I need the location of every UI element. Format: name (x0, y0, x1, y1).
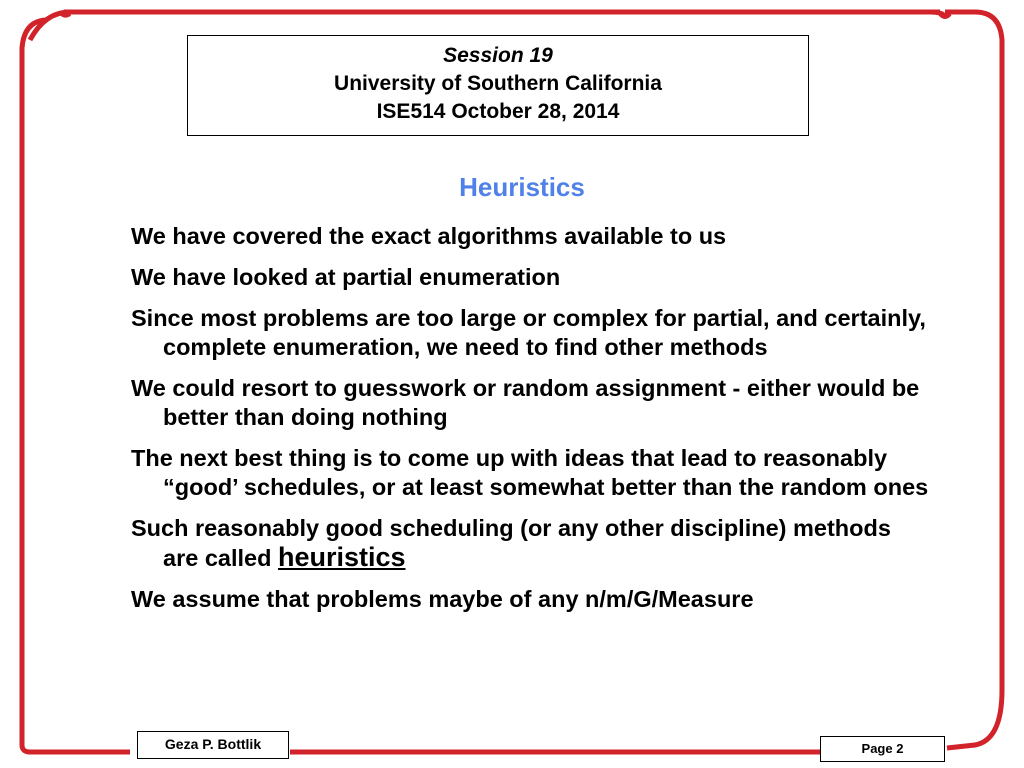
bullet-item: The next best thing is to come up with ideas that lead to reasonably “good’ schedules, or at least somewhat better than the random ones (131, 445, 929, 500)
bullet-item: We assume that problems maybe of any n/m/G/Measure (131, 586, 754, 612)
heuristics-emphasis: heuristics (277, 542, 406, 572)
course-date: ISE514 October 28, 2014 (376, 100, 620, 123)
slide-title: Heuristics (459, 172, 585, 202)
session-number: Session 19 (443, 44, 553, 67)
university-name: University of Southern California (334, 72, 662, 95)
bullet-list (131, 222, 931, 626)
bullet-item: We have covered the exact algorithms available to us (131, 223, 727, 249)
bullet-item-heuristics (131, 514, 931, 573)
session-header (187, 35, 809, 136)
bullet-text: Such reasonably good scheduling (or any other discipline) methods are called (131, 515, 891, 571)
bullet-item: Since most problems are too large or complex for partial, and certainly, complete enumeration, we need to find other methods (131, 305, 926, 360)
bullet-item: We could resort to guesswork or random assignment - either would be better than doing nothing (131, 375, 920, 430)
author-footer: Geza P. Bottlik (137, 731, 289, 759)
page-number-footer: Page 2 (820, 736, 945, 762)
bullet-item: We have looked at partial enumeration (131, 264, 561, 290)
